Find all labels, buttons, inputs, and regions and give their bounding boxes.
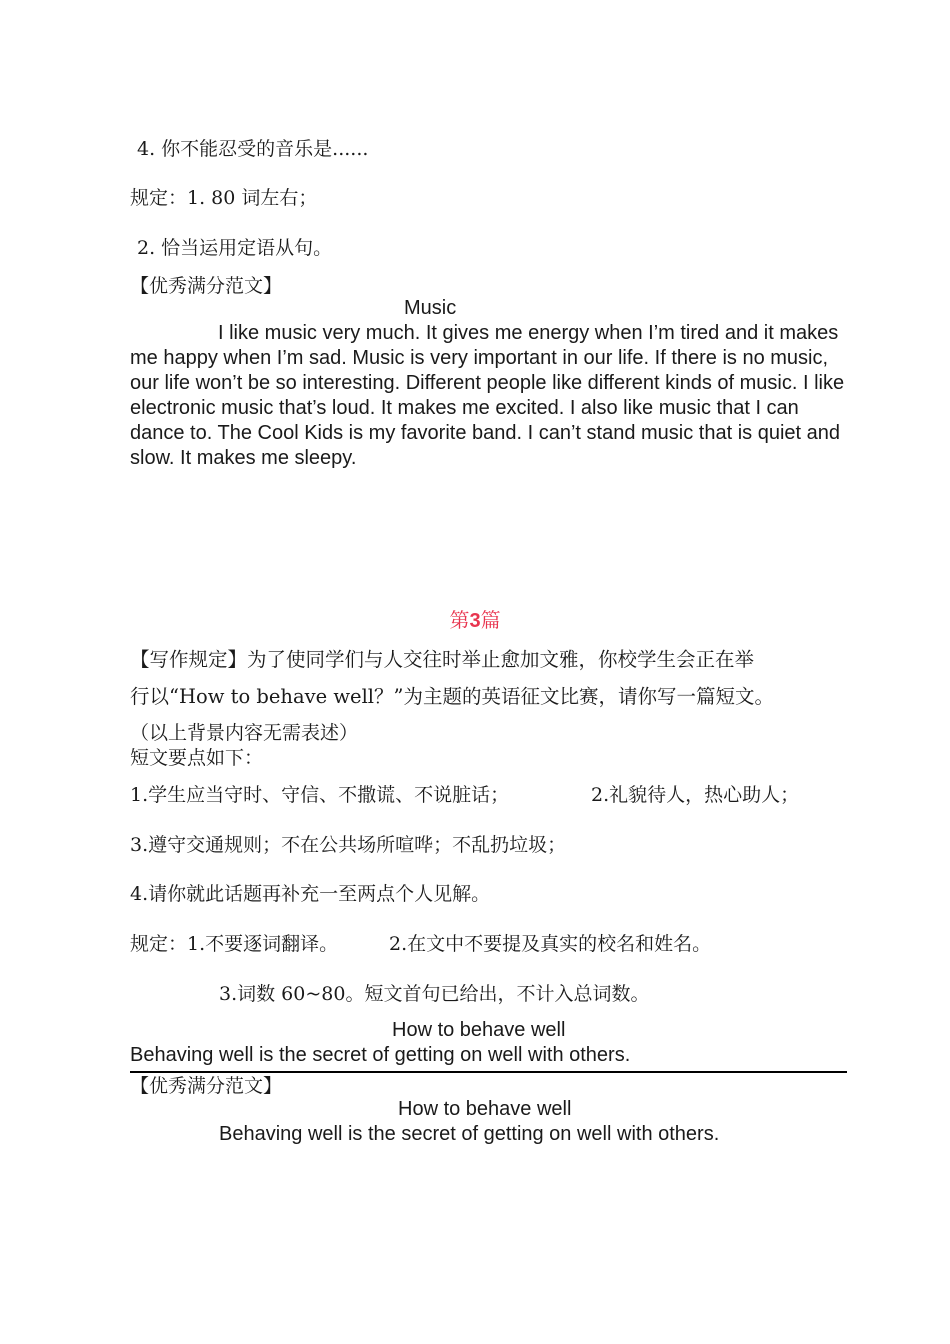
given-title: How to behave well	[392, 1019, 566, 1041]
model-essay-label: 【优秀满分范文】	[130, 275, 283, 297]
model-title: How to behave well	[398, 1098, 572, 1120]
requirement-1: 规定：1. 80 词左右；	[130, 187, 318, 209]
heading-suffix: 篇	[480, 608, 501, 632]
points-label: 短文要点如下：	[130, 747, 264, 769]
prompt-line-2: 行以“How to behave well？”为主题的英语征文比赛，请你写一篇短文。	[130, 685, 775, 708]
rule-1: 规定：1.不要逐词翻译。	[130, 933, 339, 955]
model-essay-label-2: 【优秀满分范文】	[130, 1075, 283, 1097]
heading-number: 3	[469, 610, 481, 632]
prompt-line-3: （以上背景内容无需表述）	[130, 722, 359, 744]
model-first-sentence: Behaving well is the secret of getting on well with others.	[219, 1123, 720, 1145]
item-4: 4. 你不能忍受的音乐是......	[137, 138, 369, 160]
given-first-sentence: Behaving well is the secret of getting on well with others.	[130, 1044, 631, 1066]
rule-3: 3.词数 60~80。短文首句已给出，不计入总词数。	[219, 983, 650, 1005]
point-4: 4.请你就此话题再补充一至两点个人见解。	[130, 883, 491, 905]
essay-body	[130, 321, 850, 471]
point-2: 2.礼貌待人，热心助人；	[591, 784, 800, 806]
essay-body-text: I like music very much. It gives me energy when I’m tired and it makes me happy when I’m sad. Music is very important in our life. If there is no music, our life won’t be so interesting. Different people like different kinds of music. I like electronic music that’s loud. It makes me excited. I also like music that I can dance to. The Cool Kids is my favorite band. I can’t stand music that is quiet and slow. It makes me sleepy.	[130, 322, 845, 469]
section-heading	[0, 608, 950, 634]
point-3: 3.遵守交通规则；不在公共场所喧哗；不乱扔垃圾；	[130, 834, 567, 856]
essay-title: Music	[404, 297, 457, 319]
prompt-line-1: 【写作规定】为了使同学们与人交往时举止愈加文雅，你校学生会正在举	[130, 648, 755, 671]
requirement-2: 2. 恰当运用定语从句。	[137, 237, 333, 259]
heading-prefix: 第	[449, 608, 470, 632]
rule-2: 2.在文中不要提及真实的校名和姓名。	[389, 933, 712, 955]
writing-line	[130, 1071, 847, 1073]
point-1: 1.学生应当守时、守信、不撒谎、不说脏话；	[130, 784, 510, 806]
